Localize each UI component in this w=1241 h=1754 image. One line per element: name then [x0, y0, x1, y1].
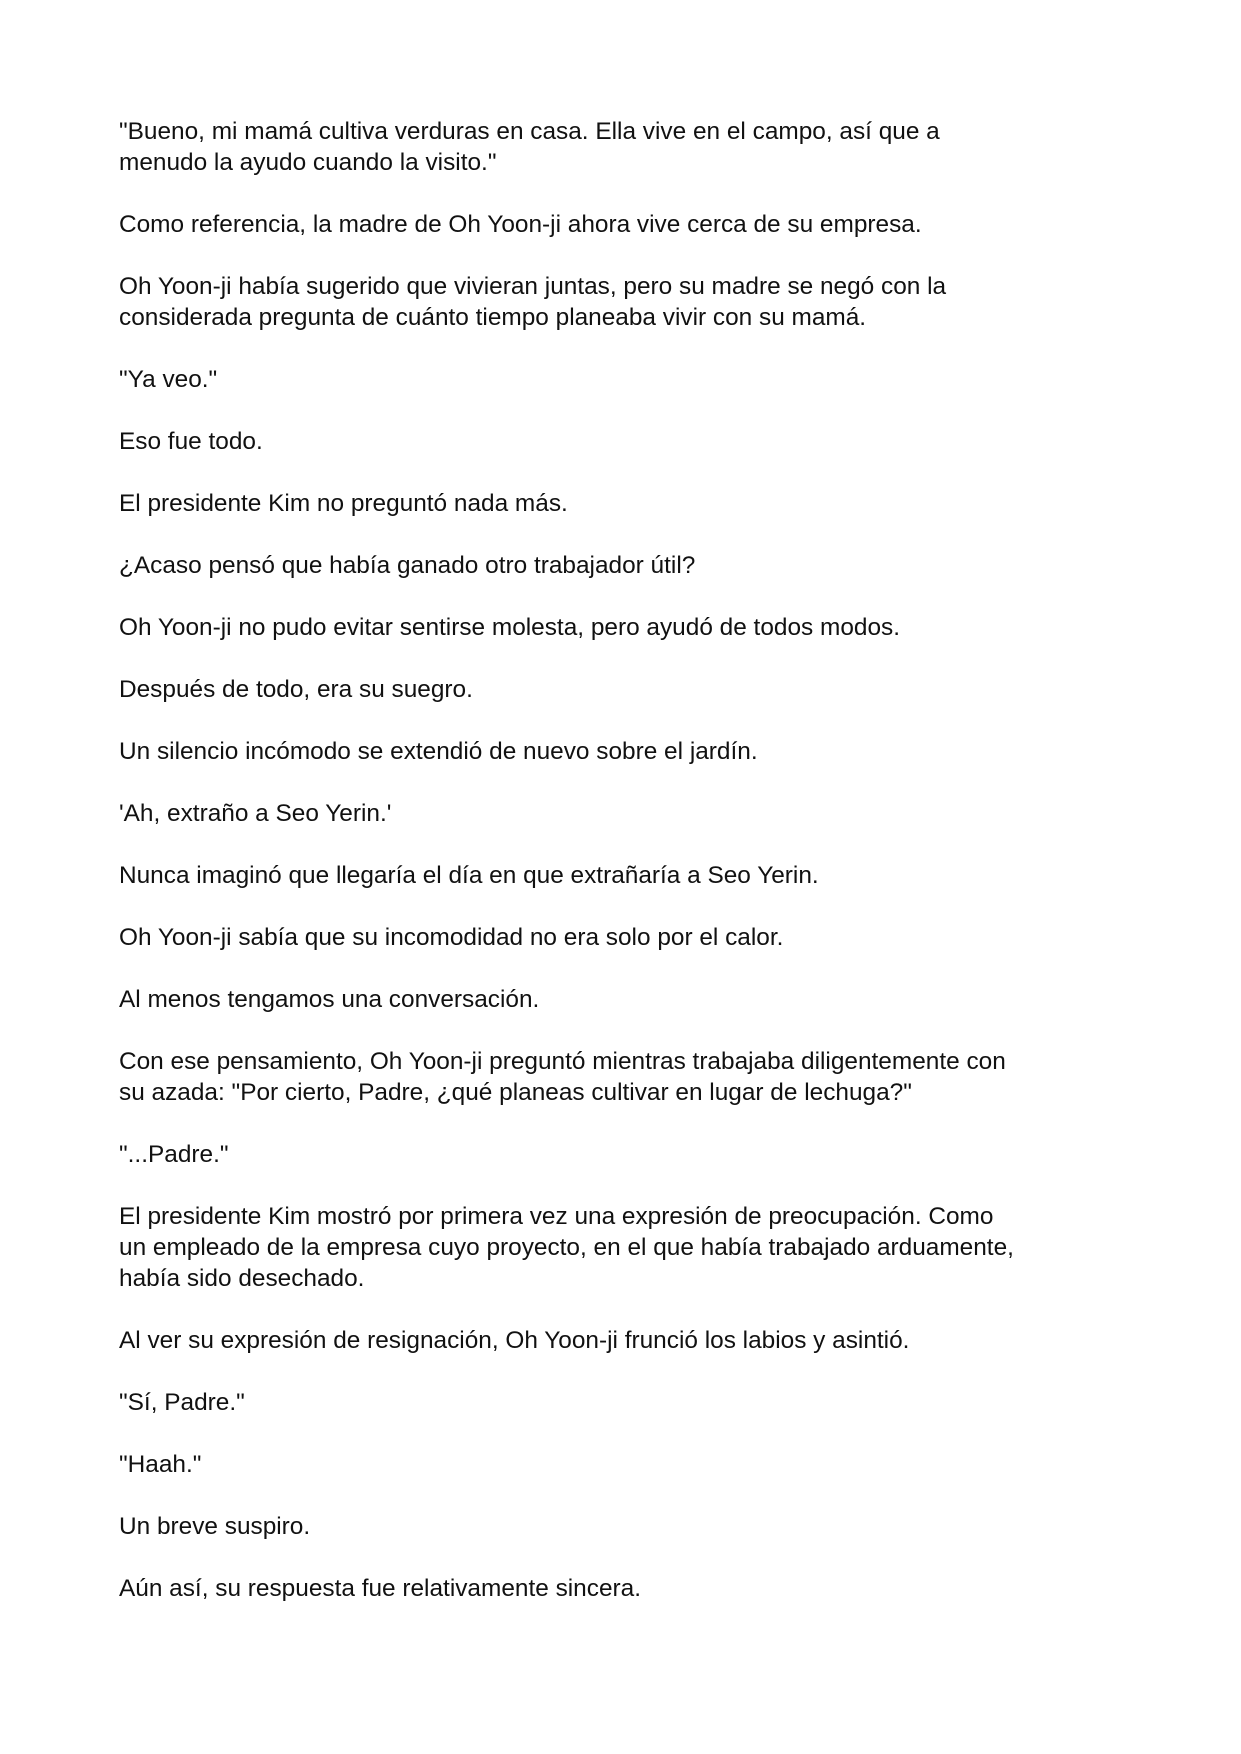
paragraph: "Sí, Padre." [119, 1389, 245, 1416]
paragraph: Como referencia, la madre de Oh Yoon-ji ahora vive cerca de su empresa. [119, 211, 922, 238]
paragraph: Oh Yoon-ji no pudo evitar sentirse molesta, pero ayudó de todos modos. [119, 614, 900, 641]
paragraph: Un silencio incómodo se extendió de nuevo sobre el jardín. [119, 738, 758, 765]
paragraph: Al ver su expresión de resignación, Oh Yoon-ji frunció los labios y asintió. [119, 1327, 910, 1354]
paragraph: 'Ah, extraño a Seo Yerin.' [119, 800, 392, 827]
paragraph: "Bueno, mi mamá cultiva verduras en casa. Ella vive en el campo, así que a menudo la ayudo cuando la visito." [119, 118, 940, 176]
paragraph: Un breve suspiro. [119, 1513, 311, 1540]
paragraph: Al menos tengamos una conversación. [119, 986, 540, 1013]
paragraph: Con ese pensamiento, Oh Yoon-ji preguntó mientras trabajaba diligentemente con su azada: "Por cierto, Padre, ¿qué planeas cultivar en lugar de lechuga?" [119, 1048, 1006, 1106]
paragraph: Eso fue todo. [119, 428, 263, 455]
paragraph: El presidente Kim no preguntó nada más. [119, 490, 568, 517]
paragraph: Aún así, su respuesta fue relativamente sincera. [119, 1575, 641, 1602]
paragraph: Oh Yoon-ji sabía que su incomodidad no era solo por el calor. [119, 924, 784, 951]
document-body [119, 116, 1129, 1635]
paragraph: "Haah." [119, 1451, 202, 1478]
paragraph: "Ya veo." [119, 366, 218, 393]
paragraph: Después de todo, era su suegro. [119, 676, 473, 703]
paragraph: El presidente Kim mostró por primera vez una expresión de preocupación. Como un empleado de la empresa cuyo proyecto, en el que había trabajado arduamente, había sido desechado. [119, 1203, 1014, 1292]
paragraph: Oh Yoon-ji había sugerido que vivieran juntas, pero su madre se negó con la considerada pregunta de cuánto tiempo planeaba vivir con su mamá. [119, 273, 947, 331]
paragraph: ¿Acaso pensó que había ganado otro trabajador útil? [119, 552, 696, 579]
paragraph: Nunca imaginó que llegaría el día en que extrañaría a Seo Yerin. [119, 862, 819, 889]
paragraph: "...Padre." [119, 1141, 229, 1168]
